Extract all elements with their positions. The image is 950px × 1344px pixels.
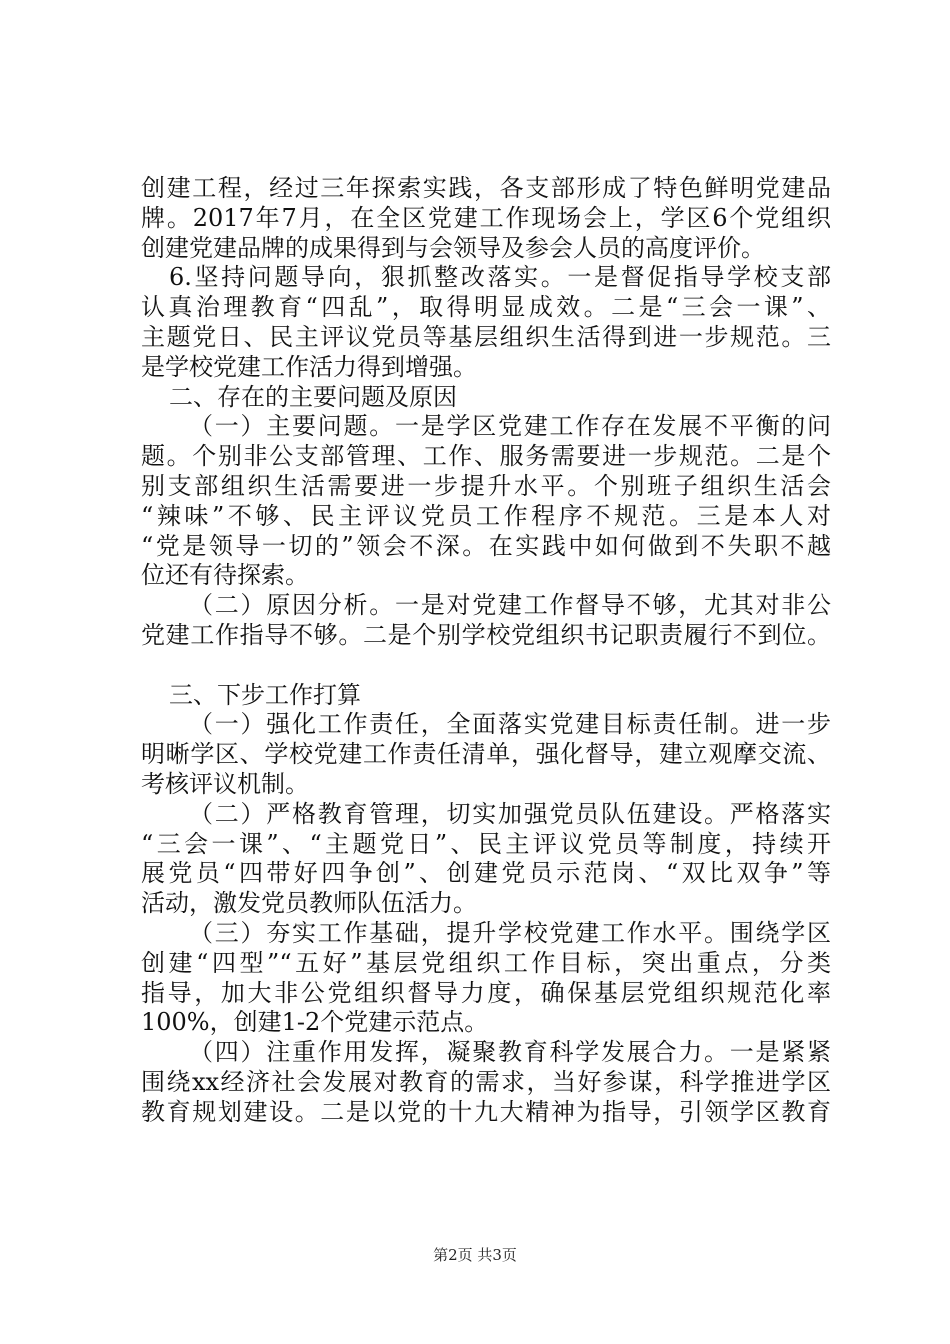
text-line: 明晰学区、学校党建工作责任清单，强化督导，建立观摩交流、 xyxy=(141,740,831,769)
text-line: 三、下步工作打算 xyxy=(169,680,361,709)
text-line: 主题党日、民主评议党员等基层组织生活得到进一步规范。三 xyxy=(141,322,831,351)
text-line: 围绕xx经济社会发展对教育的需求，当好参谋，科学推进学区 xyxy=(141,1067,831,1096)
text-line: 考核评议机制。 xyxy=(141,769,309,798)
text-line: 是学校党建工作活力得到增强。 xyxy=(141,352,477,381)
text-line: 活动，激发党员教师队伍活力。 xyxy=(141,889,477,918)
text-line: 创建“四型”“五好”基层党组织工作目标，突出重点，分类 xyxy=(141,948,831,977)
text-line: 党建工作指导不够。二是个别学校党组织书记职责履行不到位。 xyxy=(141,620,831,649)
text-line: 认真治理教育“四乱”，取得明显成效。二是“三会一课”、 xyxy=(141,293,831,322)
text-line: 二、存在的主要问题及原因 xyxy=(169,382,457,411)
blank-line xyxy=(141,651,831,681)
text-line: 位还有待探索。 xyxy=(141,561,309,590)
text-line: 6.坚持问题导向，狠抓整改落实。一是督促指导学校支部 xyxy=(169,263,831,292)
text-line: （一）主要问题。一是学区党建工作存在发展不平衡的问 xyxy=(189,412,831,441)
text-line: 教育规划建设。二是以党的十九大精神为指导，引领学区教育 xyxy=(141,1097,831,1126)
text-line: （二）原因分析。一是对党建工作督导不够，尤其对非公 xyxy=(189,591,831,620)
text-line: 别支部组织生活需要进一步提升水平。个别班子组织生活会 xyxy=(141,471,831,500)
page-footer: 第2页 共3页 xyxy=(433,1246,517,1264)
text-line: 100%，创建1-2个党建示范点。 xyxy=(141,1008,489,1037)
text-line: 创建工程，经过三年探索实践，各支部形成了特色鲜明党建品 xyxy=(141,174,831,202)
text-line: “党是领导一切的”领会不深。在实践中如何做到不失职不越 xyxy=(141,531,831,560)
text-line: “辣味”不够、民主评议党员工作程序不规范。三是本人对 xyxy=(141,501,831,530)
text-line: （四）注重作用发挥，凝聚教育科学发展合力。一是紧紧 xyxy=(189,1038,831,1067)
text-line: 创建党建品牌的成果得到与会领导及参会人员的高度评价。 xyxy=(141,233,765,262)
document-body xyxy=(141,174,831,1128)
text-line: （一）强化工作责任，全面落实党建目标责任制。进一步 xyxy=(189,710,831,739)
text-line: （二）严格教育管理，切实加强党员队伍建设。严格落实 xyxy=(189,799,831,828)
text-line: 题。个别非公支部管理、工作、服务需要进一步规范。二是个 xyxy=(141,442,831,471)
text-line: “三会一课”、“主题党日”、民主评议党员等制度，持续开 xyxy=(141,829,831,858)
text-line: 牌。2017年7月，在全区党建工作现场会上，学区6个党组织 xyxy=(141,203,831,232)
text-line: 展党员“四带好四争创”、创建党员示范岗、“双比双争”等 xyxy=(141,859,831,888)
text-line: （三）夯实工作基础，提升学校党建工作水平。围绕学区 xyxy=(189,918,831,947)
text-line: 指导，加大非公党组织督导力度，确保基层党组织规范化率 xyxy=(141,978,831,1007)
